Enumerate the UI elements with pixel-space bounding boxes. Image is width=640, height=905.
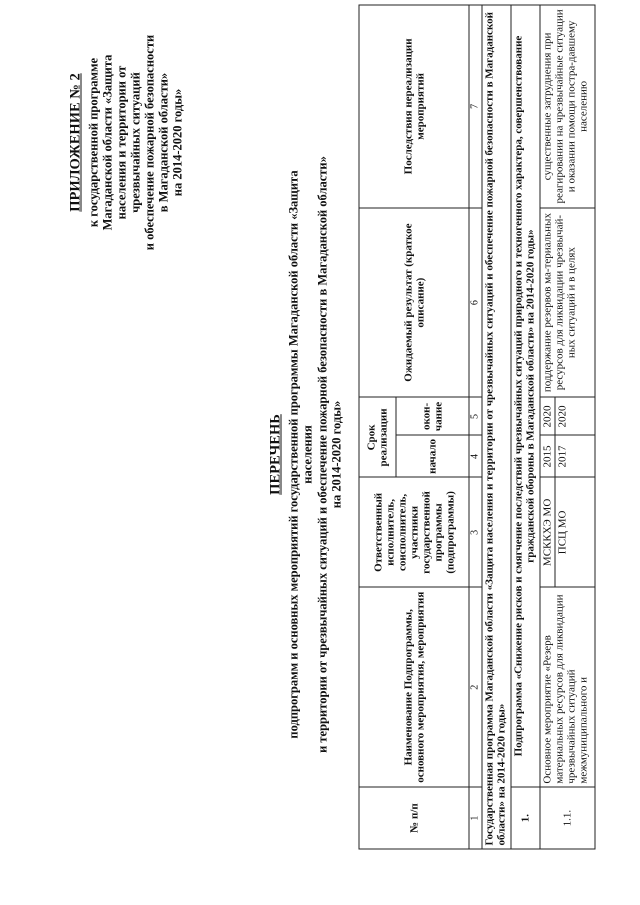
- item-start-1: 2015: [541, 436, 556, 477]
- rotated-sheet: [1, 0, 640, 905]
- col-number: 7: [469, 5, 482, 208]
- document-title-block: [269, 155, 345, 755]
- header-name: Наименование Подпрограммы, основного мероприятия, мероприятия: [359, 587, 469, 787]
- header-end: окон-чание: [396, 397, 469, 435]
- header-num: № п/п: [359, 787, 469, 849]
- col-number: 2: [469, 587, 482, 787]
- col-number: 1: [469, 787, 482, 849]
- column-numbers-row: [469, 5, 482, 849]
- col-number: 3: [469, 477, 482, 587]
- item-num: 1.1.: [540, 787, 595, 849]
- item-row: [540, 5, 595, 849]
- appendix-line: чрезвычайных ситуаций: [128, 72, 143, 213]
- appendix-block: [69, 28, 185, 258]
- item-responsible-2: ПСЦ МО: [556, 510, 569, 555]
- title-line: подпрограмм и основных мероприятий государственной программы Магаданской области «Защита населения: [286, 170, 315, 739]
- header-start: начало: [396, 435, 469, 477]
- col-number: 4: [469, 435, 482, 477]
- item-name: Основное мероприятие «Резерв материальных ресурсов для ликвидации чрезвычайных ситуаций межмуниципального и: [540, 587, 595, 787]
- appendix-line: к государственной программе: [86, 57, 101, 228]
- subprogram-row: [511, 5, 540, 849]
- item-end-1: 2020: [541, 398, 556, 435]
- appendix-line: на 2014-2020 годы»: [170, 88, 185, 197]
- program-row: [482, 5, 511, 849]
- header-row: [359, 5, 396, 849]
- appendix-line: в Магаданской области»: [156, 72, 171, 213]
- appendix-line: населения и территории от: [114, 65, 129, 220]
- measures-table: [359, 5, 596, 850]
- item-responsible-1: МСККХЭ МО: [541, 478, 556, 587]
- header-responsible: Ответственный исполнитель, соисполнитель, участники государственной программы (подпрограммы): [359, 477, 469, 587]
- appendix-line: Магаданской области «Защита: [100, 54, 115, 231]
- subprogram-title: Подпрограмма «Снижение рисков и смягчение последствий чрезвычайных ситуаций природного и техногенного характера, совершенствование гражданской обороны в Магаданской области» на 2014-2020 годы»: [511, 5, 540, 787]
- subprogram-num: 1.: [511, 787, 540, 849]
- title-line: на 2014-2020 годы»: [329, 400, 344, 509]
- program-title: Государственная программа Магаданской области «Защита населения и территории от чрезвычайных ситуаций и обеспечение пожарной безопасности в Магаданской области» на 2014-2020 годы»: [482, 5, 511, 849]
- item-start-2: 2017: [556, 445, 569, 468]
- item-end-2: 2020: [556, 405, 569, 428]
- header-consequences: Последствия нереализации мероприятий: [359, 5, 469, 208]
- appendix-line: и обеспечение пожарной безопасности: [142, 34, 157, 251]
- title-line: и территории от чрезвычайных ситуаций и обеспечение пожарной безопасности в Магаданской области»: [315, 156, 329, 753]
- item-result: поддержание резервов ма-териальных ресурсов для ликвидации чрезвычай-ных ситуаций и в целях: [540, 208, 595, 398]
- header-result: Ожидаемый результат (краткое описание): [359, 208, 469, 398]
- col-number: 5: [469, 397, 482, 435]
- document-title: ПЕРЕЧЕНЬ: [267, 414, 284, 495]
- appendix-heading: ПРИЛОЖЕНИЕ № 2: [67, 73, 84, 212]
- item-consequences: существенные затруднения при реагировании на чрезвычайные ситуации и оказании помощи постра-давшему населению: [540, 5, 595, 208]
- header-period: Срок реализации: [359, 397, 396, 477]
- col-number: 6: [469, 208, 482, 398]
